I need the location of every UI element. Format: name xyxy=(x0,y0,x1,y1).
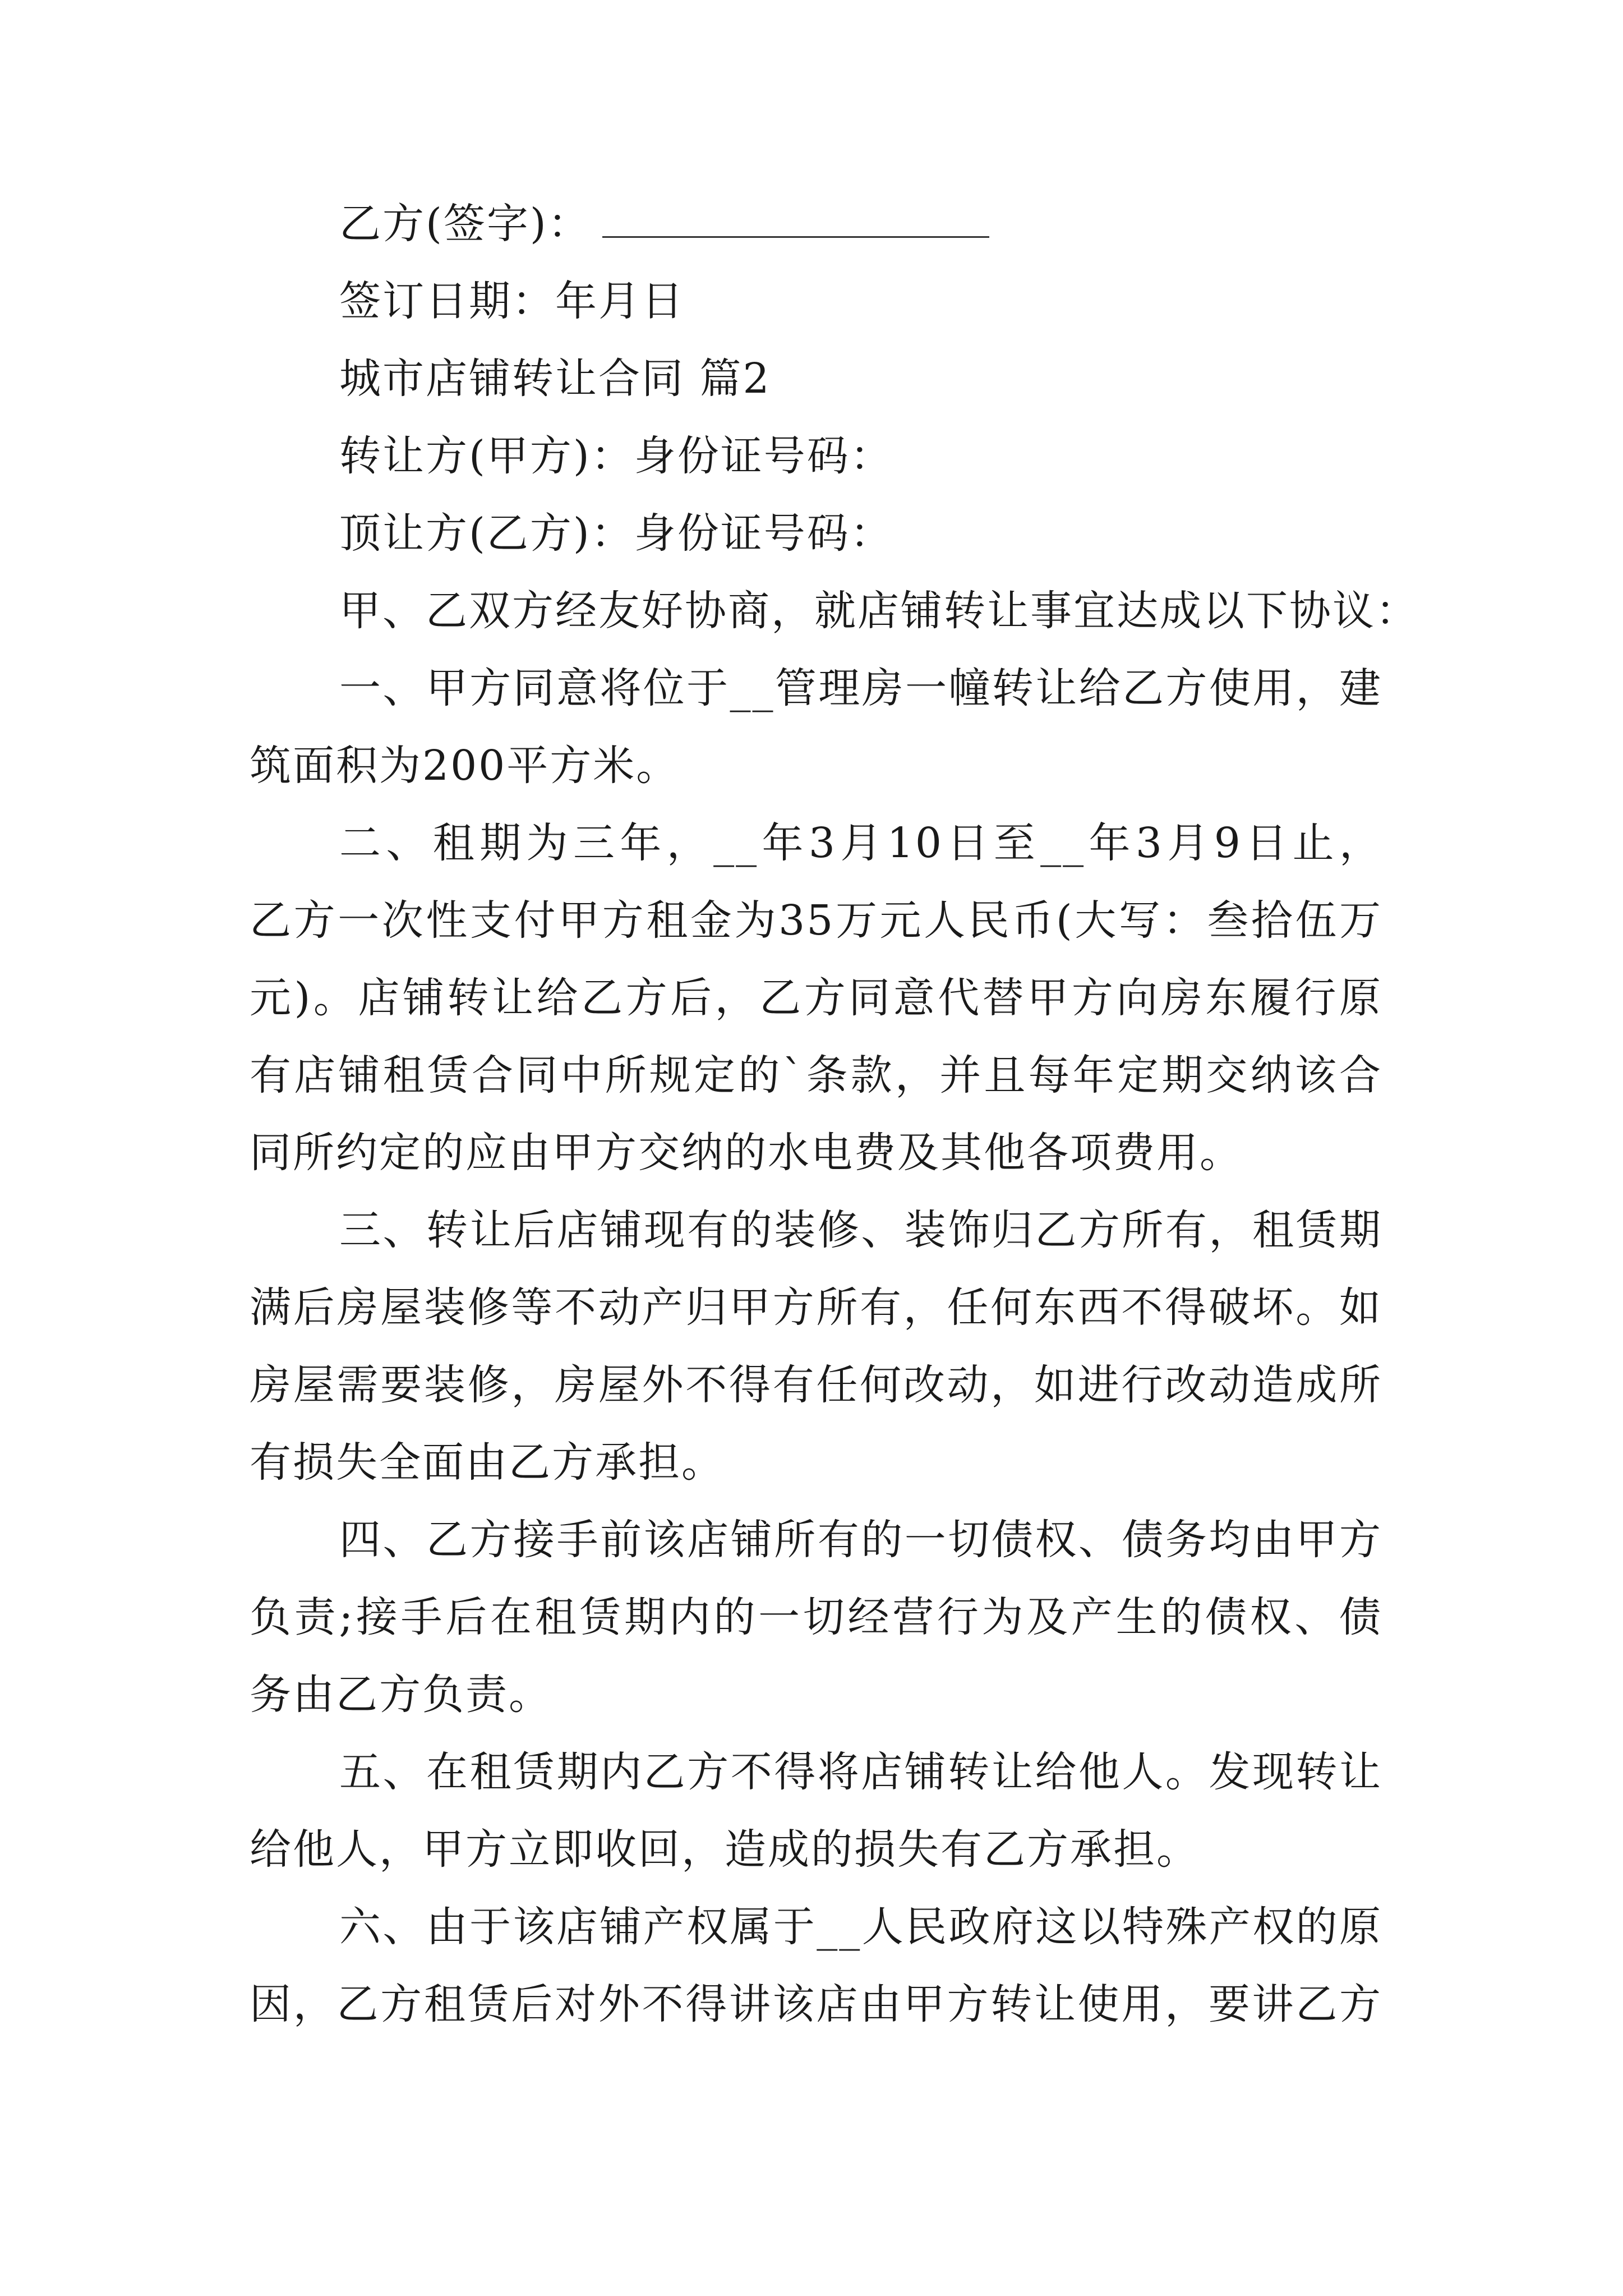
clause-1-line-2: 筑面积为200平方米。 xyxy=(250,742,680,790)
clause-4-line-1: 四、乙方接手前该店铺所有的一切债权、债务均由甲方 xyxy=(339,1516,1382,1564)
clause-2-line-5: 同所约定的应由甲方交纳的水电费及其他各项费用。 xyxy=(250,1129,1243,1177)
signature-line xyxy=(250,185,1382,263)
sign-date: 签订日期：年月日 xyxy=(339,277,685,325)
transferor-line: 转让方(甲方)：身份证号码： xyxy=(339,432,893,480)
clause-3-line-4: 有损失全面由乙方承担。 xyxy=(250,1438,725,1487)
intro-line: 甲、乙双方经友好协商，就店铺转让事宜达成以下协议： xyxy=(339,587,1419,635)
clause-3-line-3: 房屋需要装修，房屋外不得有任何改动，如进行改动造成所 xyxy=(250,1361,1382,1409)
clause-1-line-1: 一、甲方同意将位于__管理房一幢转让给乙方使用，建 xyxy=(339,664,1382,712)
signature-label: 乙方(签字)： xyxy=(339,200,591,248)
clause-2-line-1: 二、租期为三年，__年3月10日至__年3月9日止， xyxy=(339,819,1382,867)
clause-2-line-2: 乙方一次性支付甲方租金为35万元人民币(大写：叁拾伍万 xyxy=(250,896,1382,945)
clause-6-line-1: 六、由于该店铺产权属于__人民政府这以特殊产权的原 xyxy=(339,1903,1382,1951)
clause-5-line-2: 给他人，甲方立即收回，造成的损失有乙方承担。 xyxy=(250,1825,1200,1874)
transferee-line: 顶让方(乙方)：身份证号码： xyxy=(339,509,893,558)
clause-3-line-1: 三、转让后店铺现有的装修、装饰归乙方所有，租赁期 xyxy=(339,1206,1382,1254)
section-heading: 城市店铺转让合同 篇2 xyxy=(339,355,771,403)
clause-2-line-3: 元)。店铺转让给乙方后，乙方同意代替甲方向房东履行原 xyxy=(250,974,1382,1022)
clause-3-line-2: 满后房屋装修等不动产归甲方所有，任何东西不得破坏。如 xyxy=(250,1283,1382,1332)
clause-2-line-4: 有店铺租赁合同中所规定的`条款，并且每年定期交纳该合 xyxy=(250,1051,1382,1099)
clause-4-line-2: 负责;接手后在租赁期内的一切经营行为及产生的债权、债 xyxy=(250,1593,1382,1641)
clause-6-line-2: 因，乙方租赁后对外不得讲该店由甲方转让使用，要讲乙方 xyxy=(250,1980,1382,2028)
contract-body xyxy=(250,185,1419,2043)
clause-5-line-1: 五、在租赁期内乙方不得将店铺转让给他人。发现转让 xyxy=(339,1748,1382,1796)
clause-4-line-3: 务由乙方负责。 xyxy=(250,1671,552,1719)
signature-blank xyxy=(602,200,989,238)
